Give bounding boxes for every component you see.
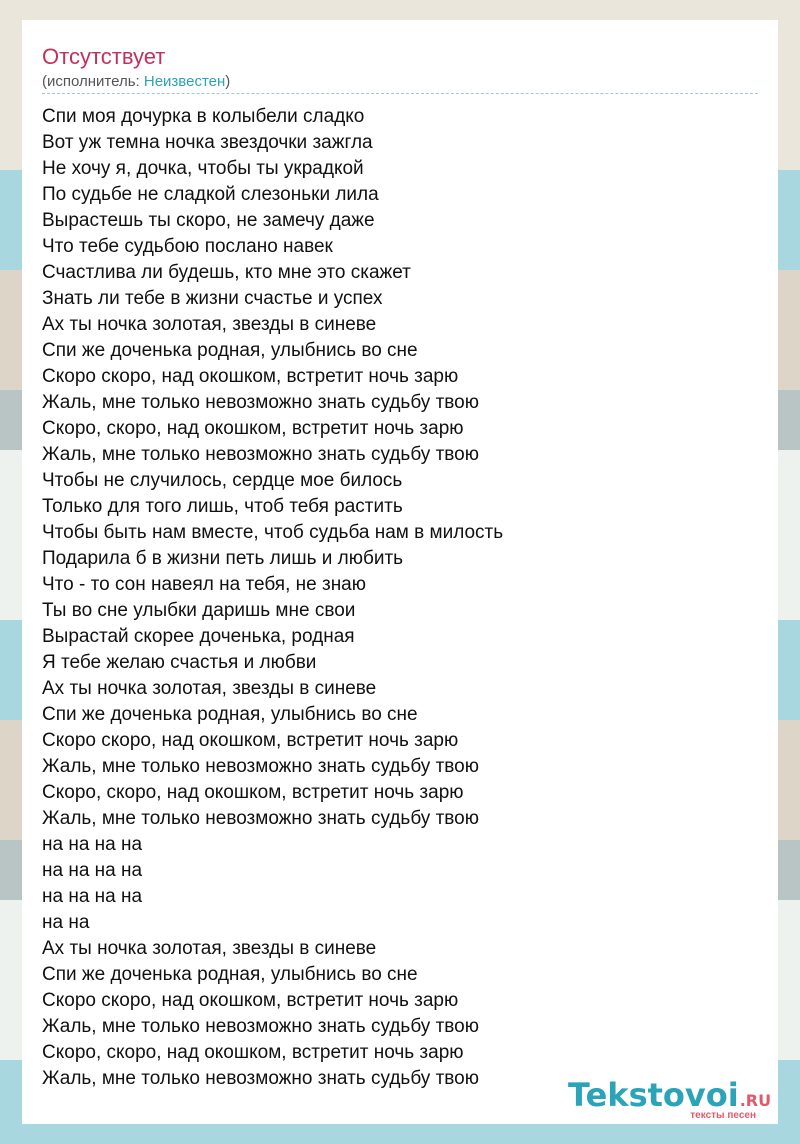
lyric-line: Спи же доченька родная, улыбнись во сне	[42, 704, 418, 725]
lyric-line: Ты во сне улыбки даришь мне свои	[42, 600, 356, 621]
lyric-line: Что тебе судьбою послано навек	[42, 236, 333, 257]
lyric-line: Только для того лишь, чтоб тебя растить	[42, 496, 403, 517]
logo-name: Tekstovoi	[568, 1076, 739, 1114]
lyric-line: на на на на	[42, 886, 143, 907]
lyric-line: Ах ты ночка золотая, звезды в синеве	[42, 678, 377, 699]
lyric-line: Вот уж темна ночка звездочки зажгла	[42, 132, 373, 153]
artist-link[interactable]: Неизвестен	[143, 73, 226, 90]
lyric-line: Жаль, мне только невозможно знать судьбу твою	[42, 808, 479, 829]
logo-tld: .RU	[739, 1091, 772, 1110]
artist-line	[42, 72, 230, 92]
lyric-line: Счастлива ли будешь, кто мне это скажет	[42, 262, 411, 283]
artist-prefix: (исполнитель:	[42, 73, 144, 90]
lyric-line: По судьбе не сладкой слезоньки лила	[42, 184, 379, 205]
lyric-line: на на на на	[42, 834, 143, 855]
lyric-line: Жаль, мне только невозможно знать судьбу твою	[42, 392, 479, 413]
site-logo[interactable]	[568, 1076, 778, 1126]
lyric-line: Чтобы не случилось, сердце мое билось	[42, 470, 403, 491]
lyric-line: Жаль, мне только невозможно знать судьбу твою	[42, 1016, 479, 1037]
lyric-line: Спи моя дочурка в колыбели сладко	[42, 106, 365, 127]
header-divider	[42, 93, 758, 94]
lyric-line: Скоро, скоро, над окошком, встретит ночь зарю	[42, 782, 464, 803]
lyric-line: Я тебе желаю счастья и любви	[42, 652, 317, 673]
lyrics-card	[22, 20, 778, 1124]
song-title: Отсутствует	[42, 44, 166, 69]
lyrics-text	[42, 104, 503, 1092]
lyric-line: Спи же доченька родная, улыбнись во сне	[42, 340, 418, 361]
lyric-line: Вырастай скорее доченька, родная	[42, 626, 355, 647]
lyric-line: Знать ли тебе в жизни счастье и успех	[42, 288, 383, 309]
lyric-line: на на на на	[42, 860, 143, 881]
lyric-line: Скоро скоро, над окошком, встретит ночь зарю	[42, 730, 459, 751]
lyric-line: Спи же доченька родная, улыбнись во сне	[42, 964, 418, 985]
lyric-line: Вырастешь ты скоро, не замечу даже	[42, 210, 375, 231]
lyric-line: Что - то сон навеял на тебя, не знаю	[42, 574, 367, 595]
lyric-line: Жаль, мне только невозможно знать судьбу твою	[42, 756, 479, 777]
lyric-line: Не хочу я, дочка, чтобы ты украдкой	[42, 158, 364, 179]
lyric-line: Подарила б в жизни петь лишь и любить	[42, 548, 404, 569]
lyric-line: Жаль, мне только невозможно знать судьбу твою	[42, 1068, 479, 1089]
artist-suffix: )	[225, 73, 231, 90]
lyric-line: Чтобы быть нам вместе, чтоб судьба нам в милость	[42, 522, 504, 543]
lyric-line: Скоро скоро, над окошком, встретит ночь зарю	[42, 990, 459, 1011]
lyric-line: Скоро, скоро, над окошком, встретит ночь зарю	[42, 1042, 464, 1063]
lyric-line: Скоро скоро, над окошком, встретит ночь зарю	[42, 366, 459, 387]
lyric-line: Ах ты ночка золотая, звезды в синеве	[42, 938, 377, 959]
lyric-line: Жаль, мне только невозможно знать судьбу твою	[42, 444, 479, 465]
lyric-line: Ах ты ночка золотая, звезды в синеве	[42, 314, 377, 335]
logo-tagline: тексты песен	[690, 1110, 756, 1121]
lyric-line: Скоро, скоро, над окошком, встретит ночь зарю	[42, 418, 464, 439]
lyric-line: на на	[42, 912, 90, 933]
